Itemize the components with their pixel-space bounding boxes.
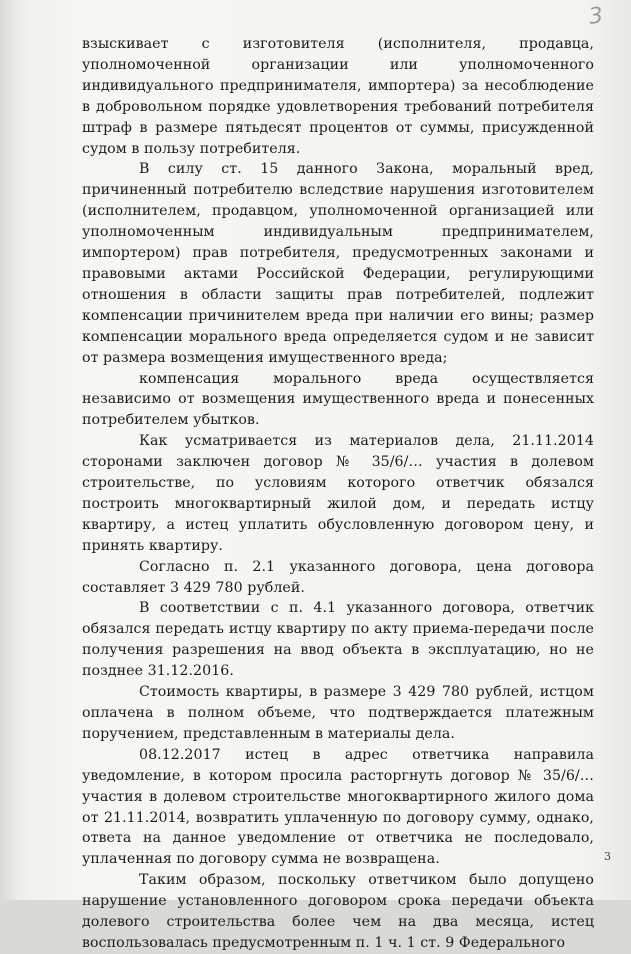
paragraph: Как усматривается из материалов дела, 21.11.2014 сторонами заключен договор № 35/6/… участия в долевом строительстве, по условиям которого ответчик обязался построить многоквартирный жилой дом, и передать истцу квартиру, а истец уплатить обусловленную договором цену, и принять квартиру. [82,433,594,554]
paragraph: взыскивает с изготовителя (исполнителя, продавца, уполномоченной организации или уполномоченного индивидуального предпринимателя, импортера) за несоблюдение в добровольном порядке удовлетворения требований потребителя штраф в размере пятьдесят процентов от суммы, присужденной судом в пользу потребителя. [82,36,594,157]
paragraph: В соответствии с п. 4.1 указанного договора, ответчик обязался передать истцу квартиру по акту приема-передачи после получения разрешения на ввод объекта в эксплуатацию, но не позднее 31.12.2016. [82,600,594,680]
handwritten-page-mark: 3 [587,3,605,30]
paragraph: Таким образом, поскольку ответчиком было допущено нарушение установленного договором срока передачи объекта долевого строительства более чем на два месяца, истец воспользовалась предусмотренным п. 1 ч. 1 ст. 9 Федерального [82,872,594,951]
paragraph: В силу ст. 15 данного Закона, моральный вред, причиненный потребителю вследствие нарушения изготовителем (исполнителем, продавцом, уполномоченной организацией или уполномоченным индивидуальным предпринимателем, импортером) прав потребителя, предусмотренных законами и правовыми актами Российской Федерации, регулирующими отношения в области защиты прав потребителей, подлежит компенсации причинителем вреда при наличии его вины; размер компенсации морального вреда определяется судом и не зависит от размера возмещения имущественного вреда; [82,161,594,366]
paragraph: 08.12.2017 истец в адрес ответчика направила уведомление, в котором просила расторгнуть договор № 35/6/… участия в долевом строительстве многоквартирного жилого дома от 21.11.2014, возвратить уплаченную по договору сумму, однако, ответа на данное уведомление от ответчика не последовало, уплаченная по договору сумма не возвращена. [82,746,594,868]
scan-edge-shadow [0,0,18,900]
body-text [82,34,594,954]
paragraph: Стоимость квартиры, в размере 3 429 780 рублей, истцом оплачена в полном объеме, что подтверждается платежным поручением, представленным в материалы дела. [82,684,594,742]
paragraph: компенсация морального вреда осуществляется независимо от возмещения имущественного вреда и понесенных потребителем убытков. [82,370,594,429]
paragraph: Согласно п. 2.1 указанного договора, цена договора составляет 3 429 780 рублей. [82,558,594,596]
page-number: 3 [604,850,611,863]
